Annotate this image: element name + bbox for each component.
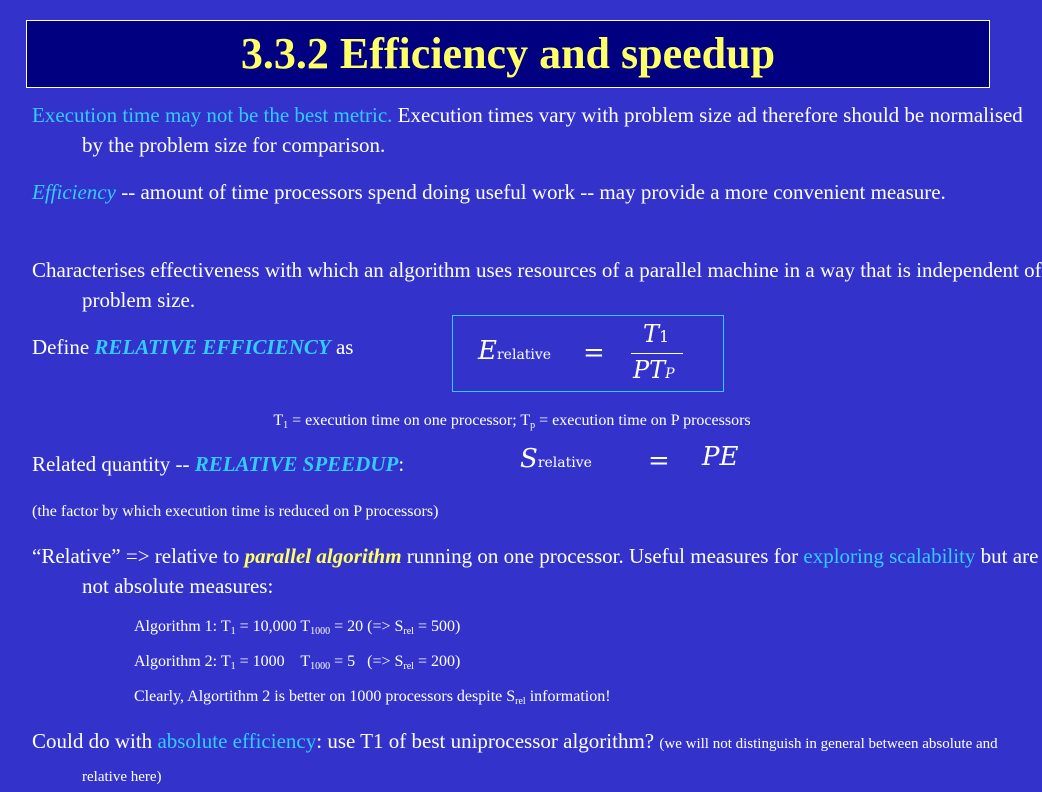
formula-equals: = xyxy=(648,446,670,476)
paragraph-text: Characterises effectiveness with which an algorithm uses resources of a parallel machine in a way that is independent of problem size. xyxy=(32,258,1042,312)
paragraph-absolute: Could do with absolute efficiency: use T1 of best uniprocessor algorithm? (we will not distinguish in general between absolute and relative here) xyxy=(32,729,998,785)
paragraph-text: Execution times vary with problem size ad therefore should be normalised by the problem size for comparison. xyxy=(82,103,1023,157)
paragraph-text: : xyxy=(398,452,405,476)
paragraph-text: (the factor by which execution time is reduced on P processors) xyxy=(32,503,439,520)
algorithm-1-line: Algorithm 1: $T_1 = 10,000$ $T_{1000} = 20$ (=> $S_{rel} = 500$) xyxy=(134,618,461,637)
highlight-text: exploring scalability xyxy=(803,544,976,568)
paragraph-speedup-note xyxy=(32,501,1042,523)
algorithm-2-line: Algorithm 2: $T_1 = 1000$ $T_{1000} = 5$ (=> $S_{rel} = 200$) xyxy=(134,653,461,672)
paragraph-efficiency xyxy=(32,177,1042,207)
term-relative-efficiency: RELATIVE EFFICIENCY xyxy=(94,335,331,359)
title-bar xyxy=(26,20,990,88)
term-efficiency: Efficiency xyxy=(32,180,116,204)
relative-efficiency-formula xyxy=(452,315,724,392)
note-text: (we will not distinguish in general between absolute and relative here) xyxy=(82,736,998,785)
paragraph-text: -- amount of time processors spend doing useful work -- may provide a more convenient measure. xyxy=(115,180,946,204)
formula-numerator: T1 xyxy=(643,320,670,348)
relative-speedup-formula xyxy=(520,442,760,482)
paragraph-related-quantity xyxy=(32,449,582,479)
fraction-bar xyxy=(631,353,683,354)
paragraph-text: Define xyxy=(32,335,95,359)
highlight-text: Execution time may not be the best metric. xyxy=(32,103,393,127)
paragraph-relative: “Relative” => relative to parallel algorithm running on one processor. Useful measures for exploring scalability but are not absolute measures: xyxy=(32,544,1039,598)
formula-lhs: Srelative xyxy=(520,444,592,474)
term-parallel-algorithm: parallel algorithm xyxy=(244,544,402,568)
paragraph-text: as xyxy=(330,335,354,359)
formula-rhs: PE xyxy=(702,442,739,472)
paragraph-characterises xyxy=(32,255,1042,315)
formula-equals: = xyxy=(583,338,605,368)
formula-lhs: Erelative xyxy=(478,336,552,366)
paragraph-text: Related quantity -- xyxy=(32,452,195,476)
formula-denominator: PTP xyxy=(633,356,675,384)
definitions-line: $T_1$ = execution time on one processor; $T_p$ = execution time on P processors xyxy=(273,412,751,431)
slide-title: 3.3.2 Efficiency and speedup xyxy=(240,29,776,78)
term-relative-speedup: RELATIVE SPEEDUP xyxy=(194,452,399,476)
highlight-text: absolute efficiency xyxy=(157,729,317,753)
conclusion-line: Clearly, Algortithm 2 is better on 1000 processors despite $S_{rel}$ information! xyxy=(134,688,611,707)
paragraph-execution-time xyxy=(32,100,1042,160)
